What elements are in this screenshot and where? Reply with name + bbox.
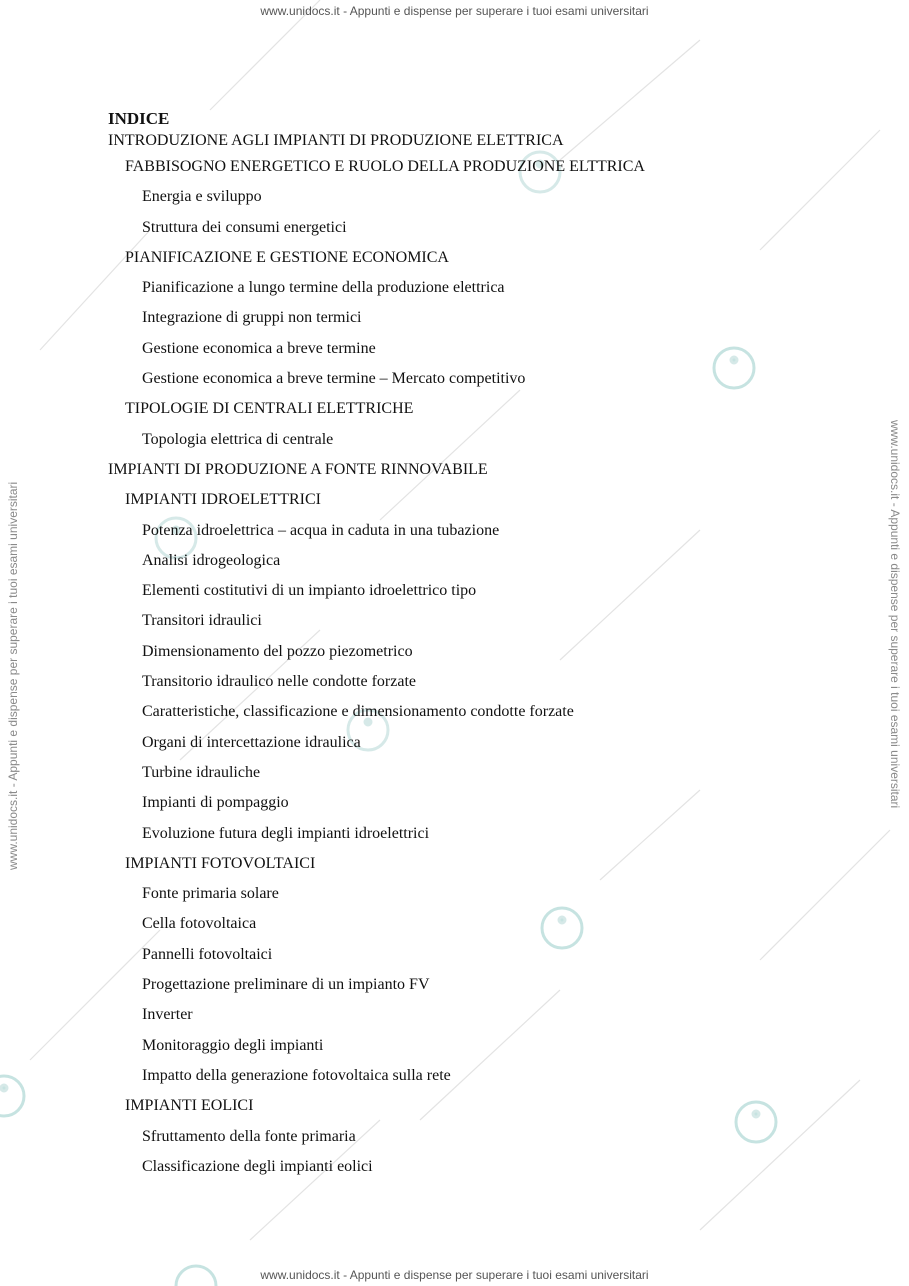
toc-subsection: Progettazione preliminare di un impianto FV xyxy=(142,976,430,994)
toc-subsection: Inverter xyxy=(142,1006,193,1024)
toc-subsection: Sfruttamento della fonte primaria xyxy=(142,1127,356,1145)
top-watermark-text: www.unidocs.it - Appunti e dispense per superare i tuoi esami universitari xyxy=(260,4,649,18)
toc-section: IMPIANTI FOTOVOLTAICI xyxy=(125,854,316,872)
toc-subsection: Potenza idroelettrica – acqua in caduta in una tubazione xyxy=(142,521,500,539)
toc-subsection: Fonte primaria solare xyxy=(142,885,279,903)
table-of-contents xyxy=(108,108,868,1182)
toc-subsection: Pianificazione a lungo termine della produzione elettrica xyxy=(142,279,505,297)
toc-subsection: Analisi idrogeologica xyxy=(142,551,281,569)
toc-subsection: Struttura dei consumi energetici xyxy=(142,218,347,236)
toc-list xyxy=(108,130,868,1182)
toc-subsection: Monitoraggio degli impianti xyxy=(142,1036,324,1054)
index-title: INDICE xyxy=(108,109,170,128)
toc-chapter: INTRODUZIONE AGLI IMPIANTI DI PRODUZIONE ELETTRICA xyxy=(108,132,564,149)
toc-subsection: Turbine idrauliche xyxy=(142,763,261,781)
toc-subsection: Caratteristiche, classificazione e dimensionamento condotte forzate xyxy=(142,703,574,721)
unidocs-logo-icon xyxy=(0,1076,24,1116)
toc-subsection: Energia e sviluppo xyxy=(142,188,262,206)
toc-section: IMPIANTI EOLICI xyxy=(125,1097,254,1115)
left-side-watermark: www.unidocs.it - Appunti e dispense per superare i tuoi esami universitari xyxy=(6,481,20,870)
toc-subsection: Integrazione di gruppi non termici xyxy=(142,309,362,327)
toc-chapter: IMPIANTI DI PRODUZIONE A FONTE RINNOVABILE xyxy=(108,460,488,478)
toc-subsection: Impianti di pompaggio xyxy=(142,794,289,812)
toc-section: TIPOLOGIE DI CENTRALI ELETTRICHE xyxy=(125,400,414,418)
toc-subsection: Gestione economica a breve termine – Mercato competitivo xyxy=(142,370,526,388)
toc-section: IMPIANTI IDROELETTRICI xyxy=(125,491,321,509)
bottom-watermark-text: www.unidocs.it - Appunti e dispense per superare i tuoi esami universitari xyxy=(260,1268,649,1282)
toc-subsection: Organi di intercettazione idraulica xyxy=(142,733,361,751)
toc-subsection: Impatto della generazione fotovoltaica sulla rete xyxy=(142,1066,451,1084)
toc-subsection: Classificazione degli impianti eolici xyxy=(142,1157,373,1175)
right-side-watermark: www.unidocs.it - Appunti e dispense per superare i tuoi esami universitari xyxy=(888,420,902,809)
toc-subsection: Topologia elettrica di centrale xyxy=(142,430,334,448)
toc-subsection: Gestione economica a breve termine xyxy=(142,339,376,357)
toc-subsection: Dimensionamento del pozzo piezometrico xyxy=(142,642,413,660)
toc-section: PIANIFICAZIONE E GESTIONE ECONOMICA xyxy=(125,248,449,266)
toc-subsection: Cella fotovoltaica xyxy=(142,915,257,933)
toc-subsection: Transitorio idraulico nelle condotte forzate xyxy=(142,673,416,691)
toc-subsection: Transitori idraulici xyxy=(142,612,262,630)
toc-subsection: Elementi costitutivi di un impianto idroelettrico tipo xyxy=(142,582,477,600)
toc-section: FABBISOGNO ENERGETICO E RUOLO DELLA PRODUZIONE ELTTRICA xyxy=(125,158,645,175)
toc-subsection: Pannelli fotovoltaici xyxy=(142,945,273,963)
toc-subsection: Evoluzione futura degli impianti idroelettrici xyxy=(142,824,430,842)
